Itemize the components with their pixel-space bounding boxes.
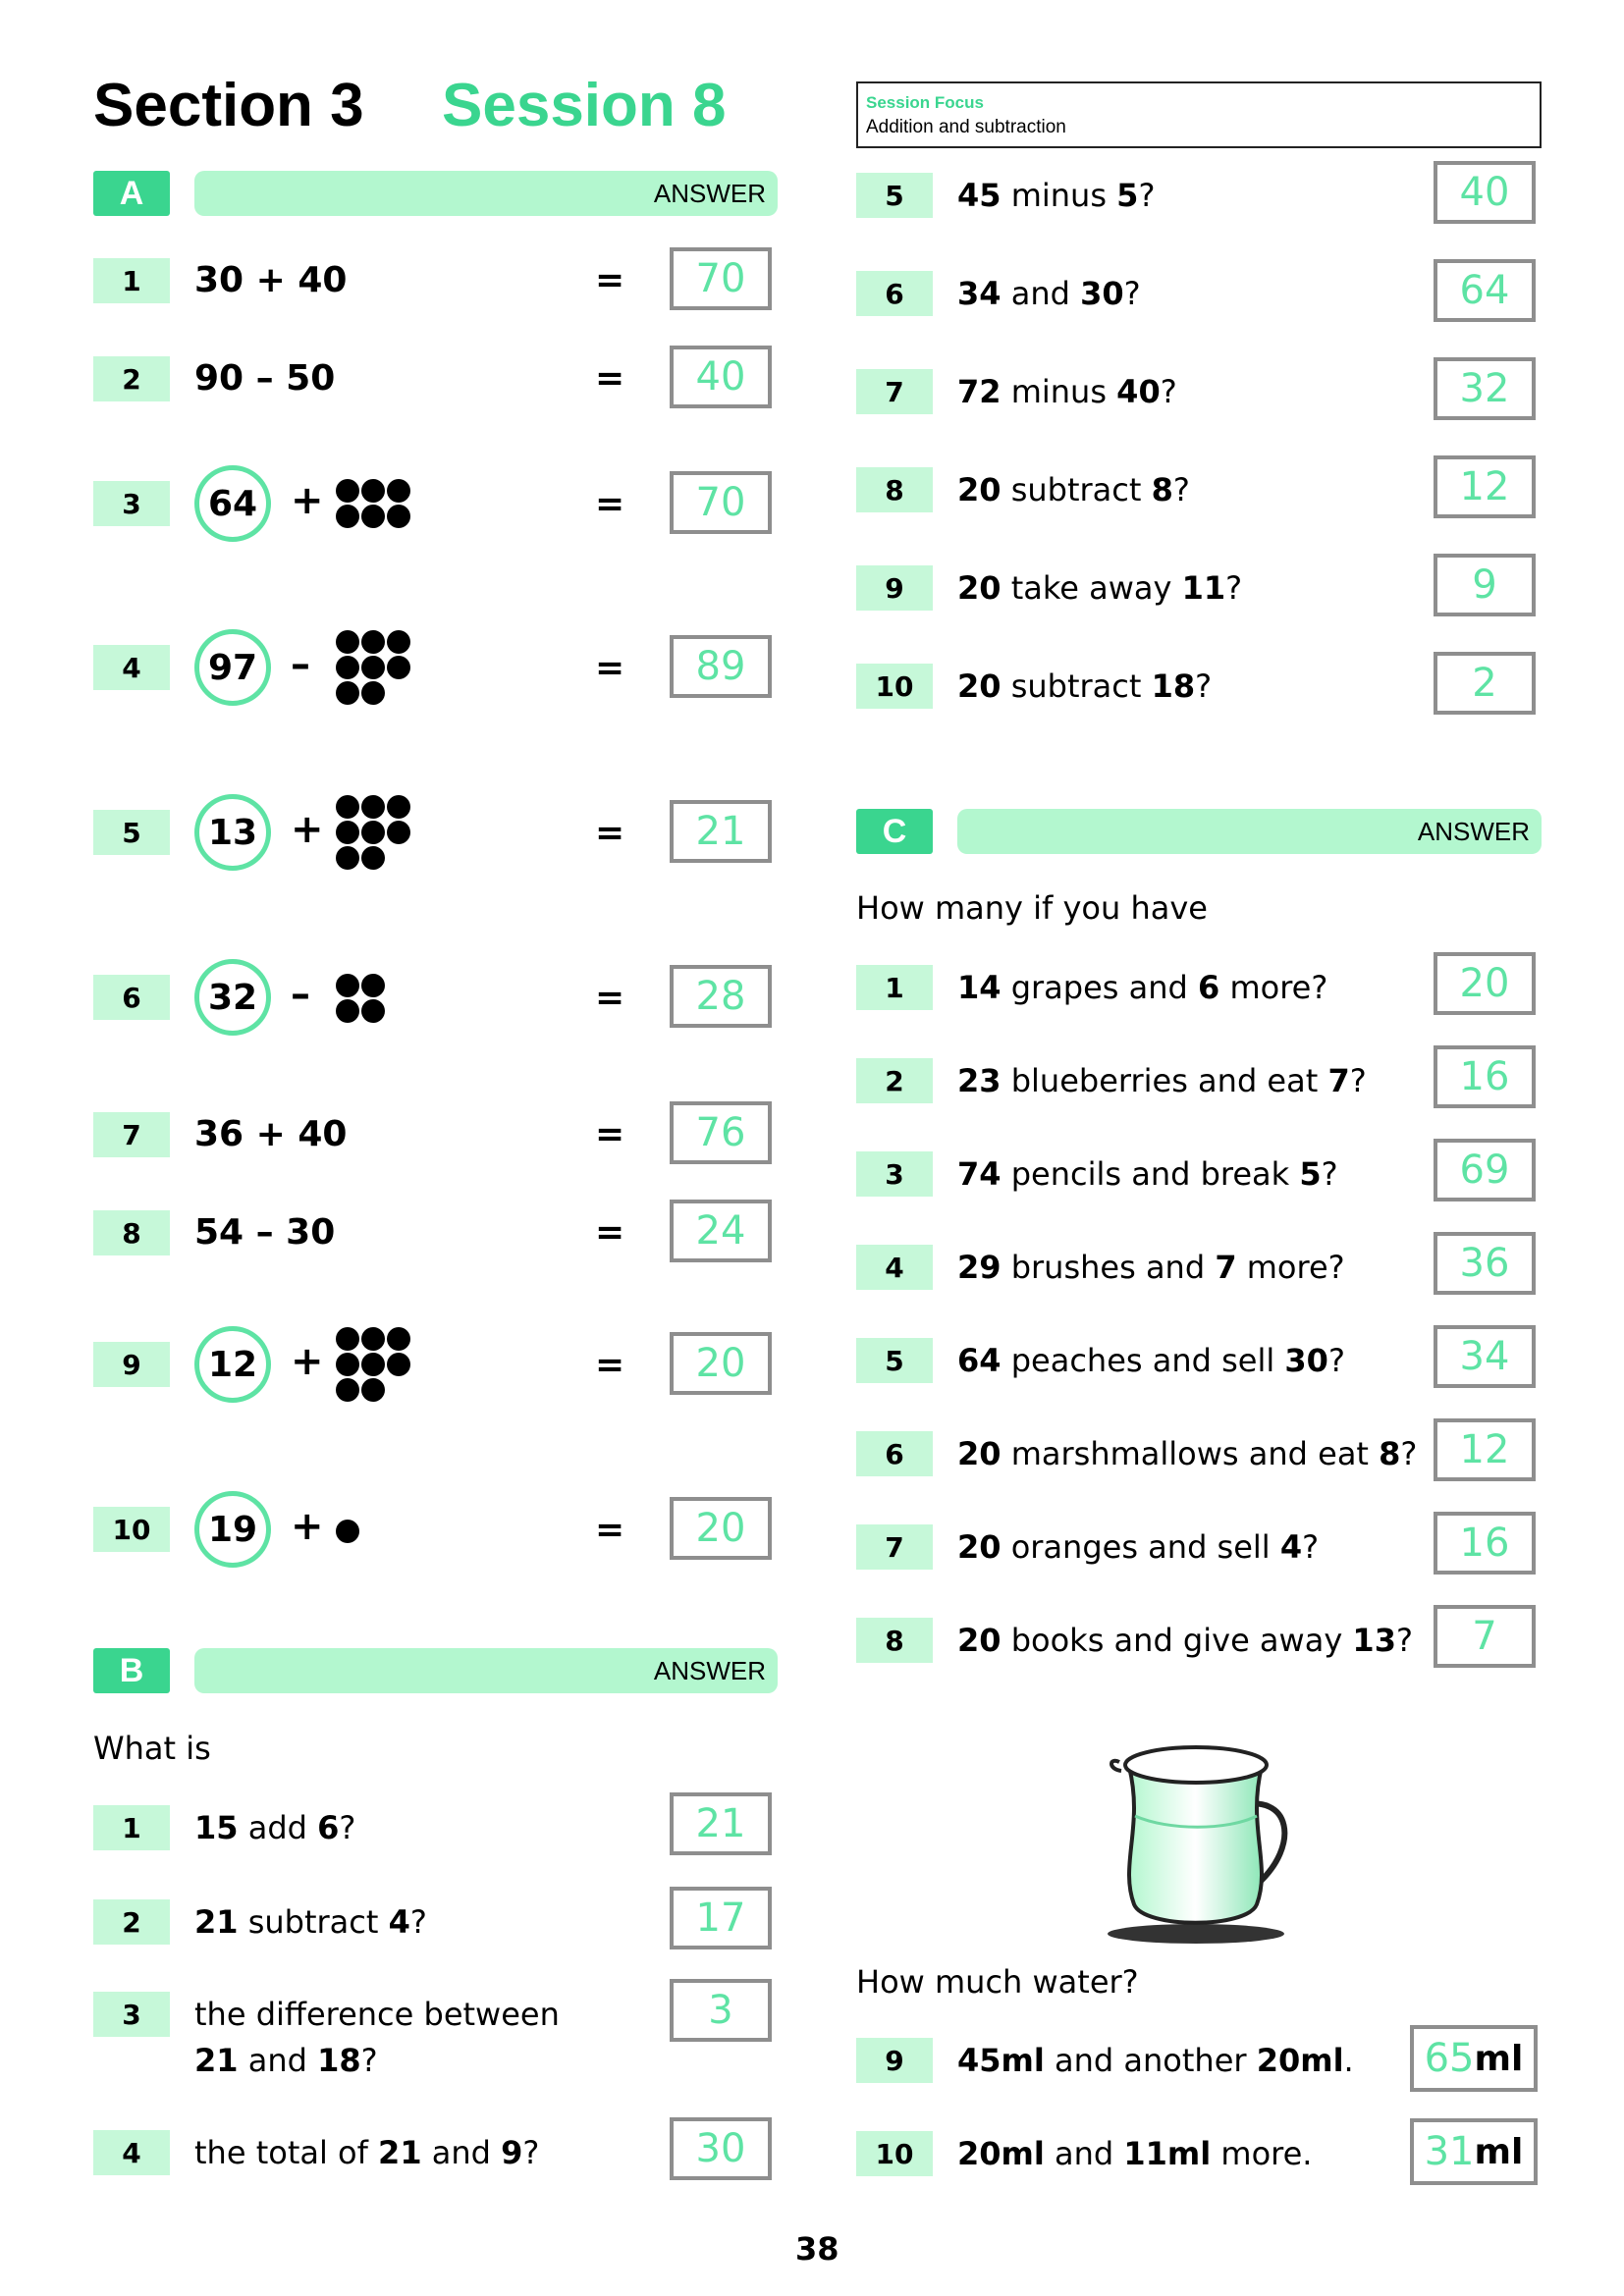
question-text: 29 brushes and 7 more?: [957, 1249, 1345, 1286]
answer-box[interactable]: 7: [1434, 1605, 1536, 1668]
answer-label: ANSWER: [653, 1655, 766, 1685]
answer-box[interactable]: 12: [1434, 455, 1536, 518]
answer-box[interactable]: 69: [1434, 1139, 1536, 1201]
item-number: 6: [93, 975, 170, 1020]
answer-box-ml[interactable]: 65 ml: [1410, 2025, 1538, 2092]
number-circle: 32: [194, 959, 271, 1036]
item-number: 1: [93, 1805, 170, 1850]
number-circle: 64: [194, 465, 271, 542]
equals-sign: =: [595, 648, 625, 688]
answer-box[interactable]: 36: [1434, 1232, 1536, 1295]
answer-box[interactable]: 20: [670, 1497, 772, 1560]
operator: +: [291, 807, 324, 852]
item-number: 9: [856, 2038, 933, 2083]
expression: 36 + 40: [194, 1114, 348, 1154]
answer-box[interactable]: 76: [670, 1101, 772, 1164]
answer-box[interactable]: 9: [1434, 554, 1536, 616]
section-a-answer-bar: [194, 171, 778, 216]
question-text: 20 marshmallows and eat 8?: [957, 1435, 1418, 1472]
item-number: 8: [93, 1210, 170, 1255]
equals-sign: =: [595, 1345, 625, 1385]
item-number: 8: [856, 467, 933, 512]
dot-pattern: [334, 630, 412, 709]
question-text: 20 subtract 18?: [957, 667, 1213, 705]
item-number: 2: [93, 1899, 170, 1945]
item-number: 9: [856, 565, 933, 611]
answer-label: ANSWER: [653, 178, 766, 208]
item-number: 5: [856, 1338, 933, 1383]
answer-box[interactable]: 20: [1434, 952, 1536, 1015]
answer-box-ml[interactable]: 31 ml: [1410, 2118, 1538, 2185]
answer-box[interactable]: 89: [670, 635, 772, 698]
equals-sign: =: [595, 260, 625, 300]
item-number: 10: [856, 2131, 933, 2176]
answer-box[interactable]: 17: [670, 1887, 772, 1949]
dot-pattern: [334, 1327, 412, 1406]
item-number: 6: [856, 271, 933, 316]
item-number: 3: [93, 1992, 170, 2037]
question-text: 21 subtract 4?: [194, 1903, 427, 1941]
item-number: 8: [856, 1618, 933, 1663]
equals-sign: =: [595, 358, 625, 399]
operator: –: [291, 972, 310, 1017]
expression: 90 – 50: [194, 358, 336, 399]
question-text: 20 books and give away 13?: [957, 1622, 1413, 1659]
question-text: 74 pencils and break 5?: [957, 1155, 1338, 1193]
session-focus-text: Addition and subtraction: [866, 117, 1066, 137]
answer-box[interactable]: 20: [670, 1332, 772, 1395]
section-b-badge: B: [93, 1648, 170, 1693]
item-number: 2: [856, 1058, 933, 1103]
answer-box[interactable]: 32: [1434, 357, 1536, 420]
answer-box[interactable]: 28: [670, 965, 772, 1028]
question-text: the total of 21 and 9?: [194, 2134, 540, 2171]
session-focus-box: [856, 81, 1542, 148]
question-text: 45 minus 5?: [957, 177, 1156, 214]
question-text: 14 grapes and 6 more?: [957, 969, 1328, 1006]
answer-box[interactable]: 16: [1434, 1512, 1536, 1575]
answer-box[interactable]: 2: [1434, 652, 1536, 715]
dot-pattern: [334, 974, 393, 1033]
item-number: 7: [856, 1524, 933, 1570]
item-number: 3: [93, 481, 170, 526]
water-jug-illustration: [1090, 1737, 1316, 1949]
equals-sign: =: [595, 1510, 625, 1550]
answer-label: ANSWER: [1417, 816, 1530, 846]
item-number: 5: [856, 173, 933, 218]
operator: +: [291, 1504, 324, 1549]
answer-box[interactable]: 3: [670, 1979, 772, 2042]
answer-box[interactable]: 21: [670, 800, 772, 863]
number-circle: 12: [194, 1326, 271, 1403]
section-title: Section 3: [93, 72, 364, 139]
number-circle: 97: [194, 629, 271, 706]
item-number: 10: [93, 1507, 170, 1552]
water-heading: How much water?: [856, 1963, 1139, 2001]
session-focus-label: Session Focus: [866, 93, 984, 112]
item-number: 2: [93, 356, 170, 401]
item-number: 9: [93, 1342, 170, 1387]
item-number: 7: [856, 369, 933, 414]
question-text-line2: 21 and 18?: [194, 2042, 378, 2079]
number-circle: 13: [194, 794, 271, 871]
answer-box[interactable]: 12: [1434, 1418, 1536, 1481]
item-number: 4: [93, 645, 170, 690]
item-number: 7: [93, 1112, 170, 1157]
item-number: 4: [93, 2130, 170, 2175]
answer-box[interactable]: 40: [670, 346, 772, 408]
section-b-answer-bar: [194, 1648, 778, 1693]
answer-box[interactable]: 70: [670, 471, 772, 534]
answer-box[interactable]: 34: [1434, 1325, 1536, 1388]
answer-box[interactable]: 64: [1434, 259, 1536, 322]
dot-pattern: [334, 1520, 363, 1549]
question-text: 20 oranges and sell 4?: [957, 1528, 1320, 1566]
answer-box[interactable]: 70: [670, 247, 772, 310]
question-text: 34 and 30?: [957, 275, 1141, 312]
section-b-heading: What is: [93, 1730, 211, 1767]
question-text: 64 peaches and sell 30?: [957, 1342, 1345, 1379]
number-circle: 19: [194, 1491, 271, 1568]
question-text: 45ml and another 20ml.: [957, 2042, 1354, 2079]
section-a-badge: A: [93, 171, 170, 216]
session-title: Session 8: [442, 72, 727, 139]
answer-box[interactable]: 30: [670, 2117, 772, 2180]
operator: +: [291, 1339, 324, 1384]
dot-pattern: [334, 479, 412, 558]
answer-box[interactable]: 21: [670, 1792, 772, 1855]
question-text: 23 blueberries and eat 7?: [957, 1062, 1367, 1099]
equals-sign: =: [595, 1114, 625, 1154]
question-text: 20 take away 11?: [957, 569, 1243, 607]
question-text: 20ml and 11ml more.: [957, 2135, 1313, 2172]
operator: –: [291, 642, 310, 687]
section-c-badge: C: [856, 809, 933, 854]
page-number: 38: [795, 2230, 839, 2268]
item-number: 1: [856, 965, 933, 1010]
equals-sign: =: [595, 484, 625, 524]
item-number: 3: [856, 1151, 933, 1197]
equals-sign: =: [595, 813, 625, 853]
answer-box[interactable]: 24: [670, 1200, 772, 1262]
equals-sign: =: [595, 1212, 625, 1253]
operator: +: [291, 478, 324, 523]
item-number: 5: [93, 810, 170, 855]
question-text: 20 subtract 8?: [957, 471, 1190, 508]
question-text-line1: the difference between: [194, 1996, 560, 2033]
question-text: 72 minus 40?: [957, 373, 1177, 410]
answer-box[interactable]: 16: [1434, 1045, 1536, 1108]
item-number: 10: [856, 664, 933, 709]
question-text: 15 add 6?: [194, 1809, 356, 1846]
answer-box[interactable]: 40: [1434, 161, 1536, 224]
section-c-heading: How many if you have: [856, 889, 1208, 927]
equals-sign: =: [595, 978, 625, 1018]
expression: 30 + 40: [194, 260, 348, 300]
section-c-answer-bar: [957, 809, 1542, 854]
item-number: 1: [93, 258, 170, 303]
item-number: 4: [856, 1245, 933, 1290]
expression: 54 – 30: [194, 1212, 336, 1253]
dot-pattern: [334, 795, 412, 874]
item-number: 6: [856, 1431, 933, 1476]
